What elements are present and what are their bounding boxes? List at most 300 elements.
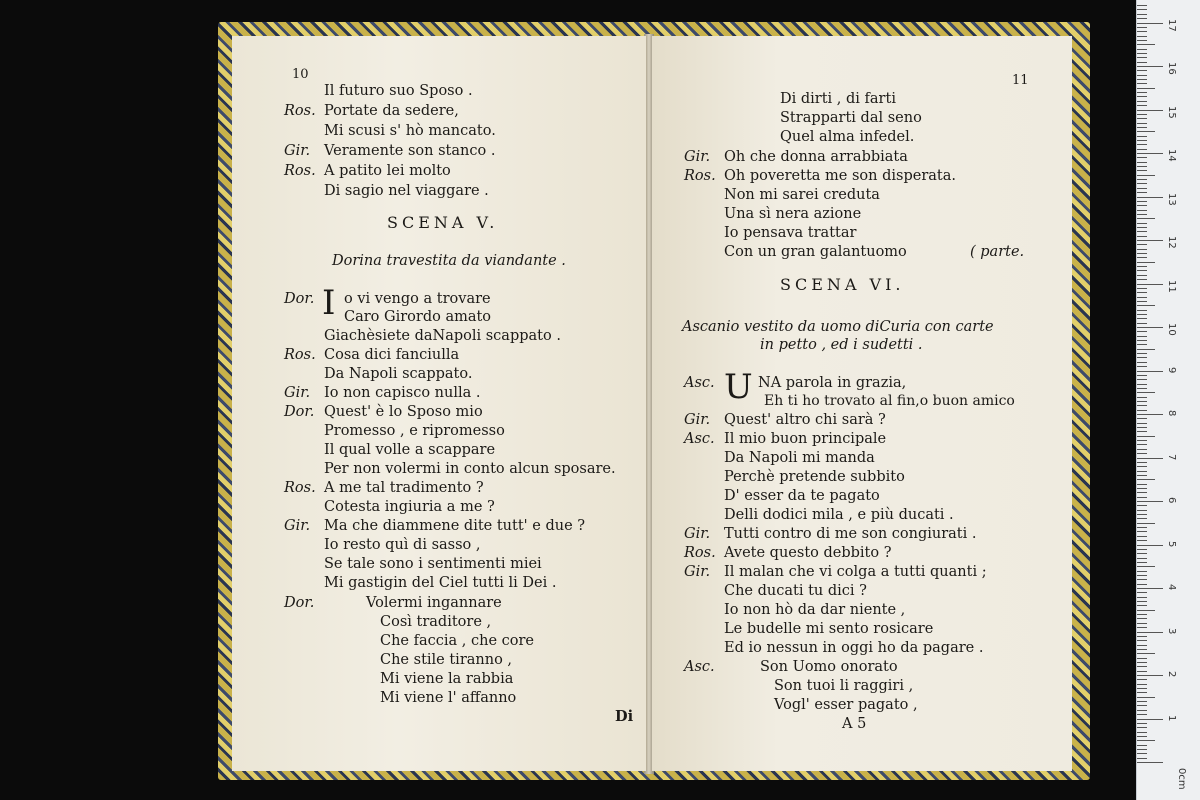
ruler-tick bbox=[1137, 188, 1147, 189]
ruler-tick bbox=[1137, 27, 1147, 28]
dialogue-line bbox=[284, 441, 495, 459]
ruler-tick bbox=[1137, 414, 1163, 415]
ruler-tick bbox=[1137, 597, 1147, 598]
speaker: Gir. bbox=[284, 385, 311, 401]
ruler-tick bbox=[1137, 714, 1147, 715]
dialogue-line bbox=[684, 525, 977, 543]
speaker: Asc. bbox=[684, 431, 715, 447]
verse-text: Son Uomo onorato bbox=[760, 659, 898, 675]
ruler-tick bbox=[1137, 336, 1147, 337]
dialogue-line bbox=[284, 142, 495, 160]
ruler-tick bbox=[1137, 257, 1147, 258]
ruler-tick bbox=[1137, 353, 1147, 354]
dialogue-line bbox=[284, 574, 556, 592]
ruler-tick bbox=[1137, 679, 1147, 680]
verse-text: Perchè pretende subbito bbox=[724, 469, 905, 485]
speaker: Gir. bbox=[684, 149, 711, 165]
ruler-tick bbox=[1137, 75, 1147, 76]
dialogue-line bbox=[284, 122, 496, 140]
ruler-tick bbox=[1137, 497, 1147, 498]
ruler-tick bbox=[1137, 627, 1147, 628]
ruler-tick bbox=[1137, 610, 1155, 611]
ruler-tick bbox=[1137, 44, 1155, 45]
ruler-tick bbox=[1137, 427, 1147, 428]
verse-text: Per non volermi in conto alcun sposare. bbox=[324, 461, 616, 477]
ruler-tick bbox=[1137, 410, 1147, 411]
verse-text: Il futuro suo Sposo . bbox=[324, 83, 473, 99]
ruler-tick bbox=[1137, 510, 1147, 511]
ruler-tick bbox=[1137, 57, 1147, 58]
signature-mark: A 5 bbox=[842, 716, 867, 732]
verse-text: Non mi sarei creduta bbox=[724, 187, 880, 203]
ruler-tick bbox=[1137, 157, 1147, 158]
verse-text: Se tale sono i sentimenti miei bbox=[324, 556, 542, 572]
verse-text: Giachèsiete daNapoli scappato . bbox=[324, 328, 561, 344]
ruler-tick bbox=[1137, 131, 1155, 132]
dialogue-line bbox=[684, 449, 875, 467]
verse-text: Oh che donna arrabbiata bbox=[724, 149, 908, 165]
ruler-label: 11 bbox=[1166, 279, 1177, 293]
dialogue-line bbox=[684, 148, 908, 166]
ruler-tick bbox=[1137, 697, 1155, 698]
left-page bbox=[232, 36, 647, 771]
ruler-label: 3 bbox=[1166, 627, 1177, 634]
ruler-tick bbox=[1137, 83, 1147, 84]
ruler-tick bbox=[1137, 392, 1155, 393]
speaker: Dor. bbox=[284, 404, 315, 420]
ruler-tick bbox=[1137, 614, 1147, 615]
ruler-tick bbox=[1137, 270, 1147, 271]
ruler-tick bbox=[1137, 588, 1163, 589]
verse-text: Da Napoli mi manda bbox=[724, 450, 875, 466]
ruler-tick bbox=[1137, 440, 1147, 441]
verse-text: Il malan che vi colga a tutti quanti ; bbox=[724, 564, 987, 580]
ruler-tick bbox=[1137, 458, 1163, 459]
ruler-tick bbox=[1137, 323, 1147, 324]
ruler-tick bbox=[1137, 662, 1147, 663]
verse-text: Io non capisco nulla . bbox=[324, 385, 481, 401]
dialogue-line bbox=[684, 224, 856, 242]
ruler-tick bbox=[1137, 514, 1147, 515]
dialogue-line bbox=[684, 186, 880, 204]
ruler-tick bbox=[1137, 223, 1147, 224]
ruler-tick bbox=[1137, 288, 1147, 289]
verse-text: Oh poveretta me son disperata. bbox=[724, 168, 956, 184]
ruler-tick bbox=[1137, 475, 1147, 476]
verse-text: o vi vengo a trovare bbox=[344, 291, 491, 307]
ruler-label: 16 bbox=[1166, 62, 1177, 75]
ruler-tick bbox=[1137, 92, 1147, 93]
ruler-tick bbox=[1137, 49, 1147, 50]
ruler-tick bbox=[1137, 492, 1147, 493]
ruler-tick bbox=[1137, 36, 1147, 37]
verse-text: Veramente son stanco . bbox=[324, 143, 496, 159]
ruler-tick bbox=[1137, 488, 1147, 489]
ruler-label: 8 bbox=[1166, 410, 1177, 417]
ruler-tick bbox=[1137, 297, 1147, 298]
ruler-tick bbox=[1137, 553, 1147, 554]
ruler-unit-label: 0cm bbox=[1176, 768, 1187, 790]
ruler-tick bbox=[1137, 540, 1147, 541]
ruler-tick bbox=[1137, 249, 1147, 250]
speaker: Gir. bbox=[684, 526, 711, 542]
ruler-tick bbox=[1137, 310, 1147, 311]
ruler-tick bbox=[1137, 518, 1147, 519]
verse-text: Cotesta ingiuria a me ? bbox=[324, 499, 495, 515]
ruler-tick bbox=[1137, 736, 1147, 737]
ruler-tick bbox=[1137, 719, 1163, 720]
dialogue-line bbox=[284, 162, 451, 180]
ruler-tick bbox=[1137, 675, 1163, 676]
ruler-tick bbox=[1137, 349, 1155, 350]
ruler-tick bbox=[1137, 640, 1147, 641]
ruler-tick bbox=[1137, 236, 1147, 237]
ruler-tick bbox=[1137, 331, 1147, 332]
ruler-tick bbox=[1137, 536, 1147, 537]
ruler-tick bbox=[1137, 636, 1147, 637]
verse-text: Quel alma infedel. bbox=[780, 129, 915, 145]
ruler-tick bbox=[1137, 484, 1147, 485]
ruler-tick bbox=[1137, 114, 1147, 115]
ruler-tick bbox=[1137, 105, 1147, 106]
speaker: Dor. bbox=[284, 291, 315, 307]
ruler-tick bbox=[1137, 571, 1147, 572]
ruler-tick bbox=[1137, 40, 1147, 41]
ruler-tick bbox=[1137, 562, 1147, 563]
ruler-tick bbox=[1137, 545, 1163, 546]
ruler-tick bbox=[1137, 140, 1147, 141]
ruler-tick bbox=[1137, 431, 1147, 432]
ruler-tick bbox=[1137, 471, 1147, 472]
ruler-label: 4 bbox=[1166, 584, 1177, 591]
speaker: Gir. bbox=[684, 564, 711, 580]
ruler-tick bbox=[1137, 397, 1147, 398]
ruler-tick bbox=[1137, 79, 1147, 80]
ruler-tick bbox=[1137, 566, 1155, 567]
dialogue-line bbox=[284, 346, 459, 364]
ruler-tick bbox=[1137, 70, 1147, 71]
ruler-tick bbox=[1137, 5, 1147, 6]
page-number: 11 bbox=[1012, 73, 1029, 88]
ruler-tick bbox=[1137, 579, 1147, 580]
ruler-tick bbox=[1137, 179, 1147, 180]
verse-text: Mi viene l' affanno bbox=[380, 690, 517, 706]
ruler-label: 13 bbox=[1166, 192, 1177, 206]
right-page bbox=[652, 36, 1072, 771]
stage-direction: Dorina travestita da viandante . bbox=[332, 253, 566, 269]
ruler-tick bbox=[1137, 384, 1147, 385]
verse-text: Io pensava trattar bbox=[724, 225, 857, 241]
ruler-tick bbox=[1137, 170, 1147, 171]
verse-text: Tutti contro di me son congiurati . bbox=[724, 526, 977, 542]
drop-cap: I bbox=[322, 283, 336, 323]
ruler-tick bbox=[1137, 279, 1147, 280]
verse-text: A me tal tradimento ? bbox=[324, 480, 484, 496]
ruler-tick bbox=[1137, 318, 1147, 319]
verse-text: Ma che diammene dite tutt' e due ? bbox=[324, 518, 586, 534]
dialogue-line bbox=[684, 487, 880, 505]
ruler-tick bbox=[1137, 253, 1147, 254]
ruler-label: 17 bbox=[1166, 18, 1177, 32]
dialogue-line bbox=[684, 620, 933, 638]
verse-text: Che ducati tu dici ? bbox=[724, 583, 867, 599]
ruler-tick bbox=[1137, 231, 1147, 232]
verse-text: Che stile tiranno , bbox=[380, 652, 513, 668]
dialogue-line bbox=[684, 468, 905, 486]
speaker: Gir. bbox=[284, 143, 311, 159]
ruler-tick bbox=[1137, 762, 1163, 763]
ruler-tick bbox=[1137, 18, 1147, 19]
ruler-tick bbox=[1137, 314, 1147, 315]
verse-text: Che faccia , che core bbox=[380, 633, 534, 649]
verse-text: Avete questo debbito ? bbox=[724, 545, 892, 561]
dialogue-line bbox=[684, 411, 886, 429]
ruler-tick bbox=[1137, 405, 1147, 406]
verse-text: D' esser da te pagato bbox=[724, 488, 880, 504]
verse-text: Il qual volle a scappare bbox=[324, 442, 496, 458]
ruler-tick bbox=[1137, 344, 1147, 345]
ruler-tick bbox=[1137, 592, 1147, 593]
ruler-tick bbox=[1137, 692, 1147, 693]
ruler-tick bbox=[1137, 732, 1147, 733]
verse-text: Le budelle mi sento rosicare bbox=[724, 621, 934, 637]
ruler-tick bbox=[1137, 653, 1155, 654]
dialogue-line bbox=[284, 182, 489, 200]
dialogue-line bbox=[684, 205, 861, 223]
ruler-tick bbox=[1137, 745, 1147, 746]
ruler-tick bbox=[1137, 558, 1147, 559]
verse-text: Portate da sedere, bbox=[324, 103, 459, 119]
ruler-tick bbox=[1137, 671, 1147, 672]
scene-title: SCENA VI. bbox=[780, 275, 905, 294]
dialogue-line bbox=[284, 365, 472, 383]
ruler-tick bbox=[1137, 240, 1163, 241]
ruler-tick bbox=[1137, 66, 1163, 67]
ruler-tick bbox=[1137, 88, 1155, 89]
dialogue-line bbox=[684, 506, 954, 524]
ruler-tick bbox=[1137, 53, 1147, 54]
ruler-label: 9 bbox=[1166, 366, 1177, 373]
ruler-tick bbox=[1137, 14, 1147, 15]
ruler-tick bbox=[1137, 62, 1147, 63]
ruler-tick bbox=[1137, 166, 1147, 167]
verse-text: Quest' altro chi sarà ? bbox=[724, 412, 886, 428]
ruler-tick bbox=[1137, 305, 1155, 306]
ruler-tick bbox=[1137, 684, 1147, 685]
ruler-tick bbox=[1137, 505, 1147, 506]
ruler-tick bbox=[1137, 753, 1147, 754]
dialogue-line bbox=[684, 544, 892, 562]
dialogue-line bbox=[284, 384, 480, 402]
ruler-tick bbox=[1137, 266, 1147, 267]
verse-text: Son tuoi li raggiri , bbox=[774, 678, 914, 694]
ruler-tick bbox=[1137, 645, 1147, 646]
ruler-tick bbox=[1137, 649, 1147, 650]
dialogue-line bbox=[684, 243, 907, 261]
ruler-tick bbox=[1137, 758, 1147, 759]
speaker: Dor. bbox=[284, 595, 315, 611]
ruler-tick bbox=[1137, 632, 1163, 633]
ruler-tick bbox=[1137, 301, 1147, 302]
scene-title: SCENA V. bbox=[387, 213, 499, 232]
ruler-tick bbox=[1137, 327, 1163, 328]
ruler-tick bbox=[1137, 375, 1147, 376]
ruler-tick bbox=[1137, 453, 1147, 454]
ruler-tick bbox=[1137, 527, 1147, 528]
verse-text: Io non hò da dar niente , bbox=[724, 602, 906, 618]
ruler-tick bbox=[1137, 101, 1147, 102]
verse-text: Volermi ingannare bbox=[366, 595, 502, 611]
exit-note: ( parte. bbox=[970, 244, 1025, 260]
ruler-label: 6 bbox=[1166, 497, 1177, 504]
ruler-tick bbox=[1137, 362, 1147, 363]
ruler-tick bbox=[1137, 466, 1147, 467]
speaker: Asc. bbox=[684, 659, 715, 675]
speaker: Ros. bbox=[684, 168, 716, 184]
ruler-tick bbox=[1137, 284, 1163, 285]
speaker: Asc. bbox=[684, 375, 715, 391]
ruler-tick bbox=[1137, 149, 1147, 150]
ruler-tick bbox=[1137, 531, 1147, 532]
ruler-label: 12 bbox=[1166, 236, 1177, 249]
ruler-tick bbox=[1137, 23, 1163, 24]
speaker: Ros. bbox=[284, 163, 316, 179]
verse-text: Mi viene la rabbia bbox=[380, 671, 514, 687]
ruler-tick bbox=[1137, 292, 1147, 293]
ruler-label: 1 bbox=[1166, 714, 1177, 721]
catchword: Di bbox=[615, 708, 634, 725]
ruler-label: 7 bbox=[1166, 453, 1177, 460]
speaker: Gir. bbox=[684, 412, 711, 428]
verse-text: Cosa dici fanciulla bbox=[324, 347, 460, 363]
ruler-tick bbox=[1137, 418, 1147, 419]
ruler-tick bbox=[1137, 723, 1147, 724]
dialogue-line bbox=[284, 102, 459, 120]
ruler-tick bbox=[1137, 153, 1163, 154]
page-number: 10 bbox=[292, 67, 309, 82]
ruler-tick bbox=[1137, 227, 1147, 228]
verse-text: Vogl' esser pagato , bbox=[774, 697, 918, 713]
dialogue-line bbox=[684, 639, 983, 657]
speaker: Ros. bbox=[284, 347, 316, 363]
ruler-tick bbox=[1137, 136, 1147, 137]
ruler-tick bbox=[1137, 740, 1155, 741]
ruler-tick bbox=[1137, 423, 1147, 424]
verse-text: Il mio buon principale bbox=[724, 431, 887, 447]
ruler-tick bbox=[1137, 127, 1147, 128]
ruler-tick bbox=[1137, 366, 1147, 367]
ruler-tick bbox=[1137, 214, 1147, 215]
verse-text: Strapparti dal seno bbox=[780, 110, 922, 126]
verse-text: Eh ti ho trovato al fin,o buon amico bbox=[764, 393, 1015, 409]
verse-text: Così traditore , bbox=[380, 614, 492, 630]
verse-text: Una sì nera azione bbox=[724, 206, 862, 222]
ruler-tick bbox=[1137, 601, 1147, 602]
measurement-ruler bbox=[1136, 0, 1200, 800]
speaker: Ros. bbox=[284, 103, 316, 119]
dialogue-line bbox=[684, 430, 886, 448]
ruler-tick bbox=[1137, 549, 1147, 550]
verse-text: Ed io nessun in oggi ho da pagare . bbox=[724, 640, 984, 656]
verse-text: Io resto quì di sasso , bbox=[324, 537, 481, 553]
ruler-tick bbox=[1137, 710, 1147, 711]
ruler-tick bbox=[1137, 340, 1147, 341]
ruler-tick bbox=[1137, 462, 1147, 463]
ruler-tick bbox=[1137, 449, 1147, 450]
dialogue-line bbox=[684, 582, 867, 600]
dialogue-line bbox=[284, 403, 483, 421]
speaker: Gir. bbox=[284, 518, 311, 534]
verse-text: Di sagio nel viaggare . bbox=[324, 183, 489, 199]
dialogue-line bbox=[684, 563, 987, 581]
ruler-tick bbox=[1137, 262, 1155, 263]
dialogue-line bbox=[284, 555, 542, 573]
dialogue-line bbox=[684, 601, 905, 619]
dialogue-line bbox=[284, 517, 585, 535]
ruler-tick bbox=[1137, 175, 1155, 176]
ruler-tick bbox=[1137, 201, 1147, 202]
ruler-tick bbox=[1137, 666, 1147, 667]
verse-text: NA parola in grazia, bbox=[758, 375, 907, 391]
ruler-tick bbox=[1137, 371, 1163, 372]
ruler-tick bbox=[1137, 379, 1147, 380]
ruler-tick bbox=[1137, 357, 1147, 358]
ruler-tick bbox=[1137, 118, 1147, 119]
ruler-tick bbox=[1137, 210, 1147, 211]
verse-text: Caro Girordo amato bbox=[344, 309, 492, 325]
stage-direction: in petto , ed i sudetti . bbox=[760, 337, 923, 353]
ruler-tick bbox=[1137, 701, 1147, 702]
ruler-tick bbox=[1137, 436, 1155, 437]
ruler-tick bbox=[1137, 705, 1147, 706]
ruler-tick bbox=[1137, 658, 1147, 659]
verse-text: Da Napoli scappato. bbox=[324, 366, 473, 382]
ruler-tick bbox=[1137, 123, 1147, 124]
ruler-tick bbox=[1137, 388, 1147, 389]
verse-text: Con un gran galantuomo bbox=[724, 244, 907, 260]
ruler-label: 2 bbox=[1166, 671, 1177, 678]
ruler-tick bbox=[1137, 618, 1147, 619]
ruler-tick bbox=[1137, 479, 1155, 480]
verse-text: Quest' è lo Sposo mio bbox=[324, 404, 483, 420]
ruler-tick bbox=[1137, 183, 1147, 184]
ruler-tick bbox=[1137, 275, 1147, 276]
ruler-tick bbox=[1137, 197, 1163, 198]
ruler-label: 10 bbox=[1166, 323, 1177, 336]
dialogue-line bbox=[284, 498, 495, 516]
dialogue-line bbox=[284, 479, 484, 497]
ruler-tick bbox=[1137, 623, 1147, 624]
verse-text: Mi gastigin del Ciel tutti li Dei . bbox=[324, 575, 557, 591]
ruler-tick bbox=[1137, 144, 1147, 145]
verse-text: Mi scusi s' hò mancato. bbox=[324, 123, 496, 139]
speaker: Ros. bbox=[284, 480, 316, 496]
dialogue-line bbox=[284, 460, 616, 478]
dialogue-line bbox=[284, 327, 561, 345]
ruler-tick bbox=[1137, 9, 1147, 10]
ruler-label: 14 bbox=[1166, 149, 1177, 162]
speaker: Ros. bbox=[684, 545, 716, 561]
ruler-tick bbox=[1137, 401, 1147, 402]
verse-text: Delli dodici mila , e più ducati . bbox=[724, 507, 954, 523]
ruler-tick bbox=[1137, 501, 1163, 502]
dialogue-line bbox=[684, 167, 956, 185]
ruler-tick bbox=[1137, 605, 1147, 606]
ruler-tick bbox=[1137, 749, 1147, 750]
dialogue-line bbox=[284, 82, 473, 100]
ruler-tick bbox=[1137, 727, 1147, 728]
verse-text: A patito lei molto bbox=[324, 163, 451, 179]
